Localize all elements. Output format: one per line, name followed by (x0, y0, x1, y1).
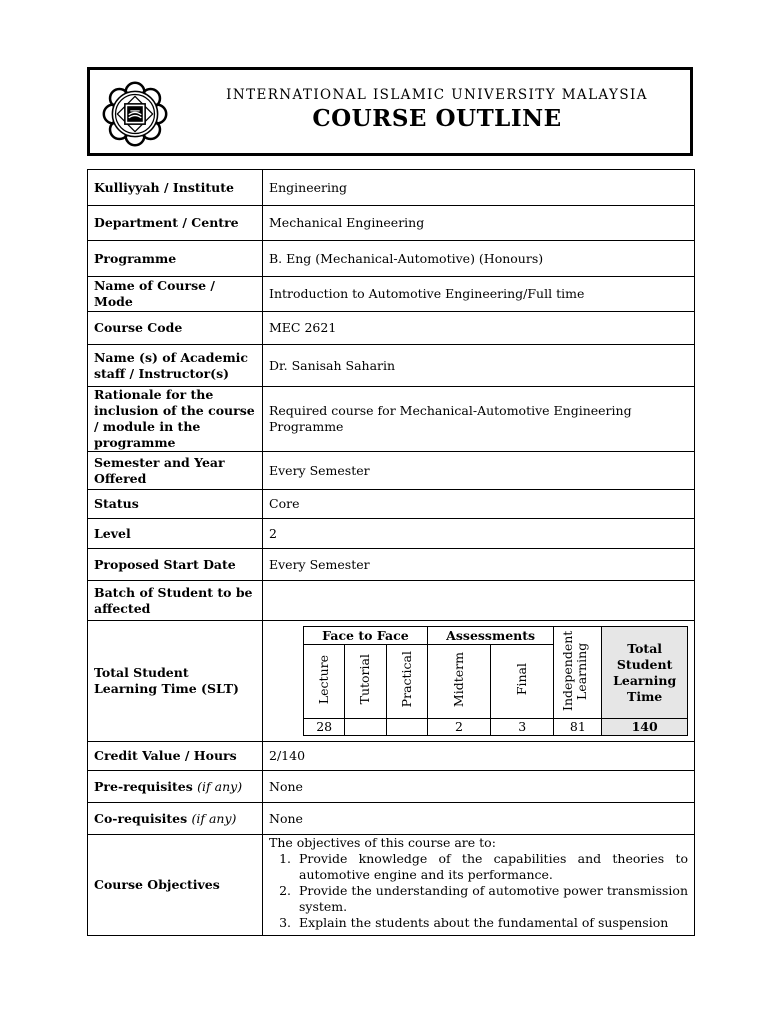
prereq-value: None (263, 771, 695, 803)
slt-label: Total Student Learning Time (SLT) (88, 621, 263, 742)
row-objectives (88, 835, 695, 936)
practical-value (386, 719, 427, 736)
batch-label: Batch of Student to be affected (88, 581, 263, 621)
row-prereq (88, 771, 695, 803)
objectives-cell (263, 835, 695, 936)
midterm-header: Midterm (450, 651, 466, 708)
semester-label: Semester and Year Offered (88, 452, 263, 490)
row-level (88, 519, 695, 549)
slt-table (303, 626, 688, 736)
university-name: INTERNATIONAL ISLAMIC UNIVERSITY MALAYSIA (226, 87, 648, 103)
row-status (88, 490, 695, 519)
tutorial-value (345, 719, 386, 736)
department-value: Mechanical Engineering (263, 206, 695, 241)
course-name-value: Introduction to Automotive Engineering/Full time (263, 277, 695, 312)
face-to-face-header: Face to Face (304, 627, 428, 645)
final-header: Final (514, 663, 530, 696)
final-value: 3 (491, 719, 554, 736)
coreq-value: None (263, 803, 695, 835)
independent-learning-header: Independent Learning (559, 630, 589, 711)
level-label: Level (88, 519, 263, 549)
rationale-value: Required course for Mechanical-Automotive Engineering Programme (263, 387, 695, 452)
coreq-label: Co-requisites (94, 810, 188, 826)
start-date-label: Proposed Start Date (88, 549, 263, 581)
instructor-value: Dr. Sanisah Saharin (263, 345, 695, 387)
assessments-header: Assessments (427, 627, 554, 645)
programme-label: Programme (88, 241, 263, 277)
lecture-value: 28 (304, 719, 345, 736)
credit-value: 2/140 (263, 742, 695, 771)
course-info-table (87, 169, 695, 936)
row-credit (88, 742, 695, 771)
objectives-intro: The objectives of this course are to: (269, 835, 496, 850)
tutorial-header: Tutorial (357, 654, 373, 705)
programme-value: B. Eng (Mechanical-Automotive) (Honours) (263, 241, 695, 277)
objective-item: 2. Provide the understanding of automotive power transmission system. (295, 883, 688, 915)
objective-item: 3. Explain the students about the fundamental of suspension (295, 915, 688, 931)
rationale-label: Rationale for the inclusion of the course / module in the programme (88, 387, 263, 452)
prereq-note: (if any) (197, 778, 243, 794)
row-instructor (88, 345, 695, 387)
course-code-label: Course Code (88, 312, 263, 345)
document-header (87, 67, 693, 156)
slt-cell (263, 621, 695, 742)
status-value: Core (263, 490, 695, 519)
kulliyyah-value: Engineering (263, 170, 695, 206)
objectives-list (269, 851, 688, 931)
row-slt (88, 621, 695, 742)
credit-label: Credit Value / Hours (88, 742, 263, 771)
row-rationale (88, 387, 695, 452)
row-programme (88, 241, 695, 277)
lecture-header: Lecture (316, 654, 332, 705)
level-value: 2 (263, 519, 695, 549)
kulliyyah-label: Kulliyyah / Institute (88, 170, 263, 206)
row-course-code (88, 312, 695, 345)
row-batch (88, 581, 695, 621)
row-kulliyyah (88, 170, 695, 206)
document-title: COURSE OUTLINE (312, 105, 562, 132)
batch-value (263, 581, 695, 621)
practical-header: Practical (398, 651, 414, 708)
department-label: Department / Centre (88, 206, 263, 241)
start-date-value: Every Semester (263, 549, 695, 581)
total-slt-header: Total Student Learning Time (602, 627, 688, 719)
midterm-value: 2 (427, 719, 490, 736)
row-department (88, 206, 695, 241)
row-course-name (88, 277, 695, 312)
total-slt-value: 140 (602, 719, 688, 736)
row-coreq (88, 803, 695, 835)
course-code-value: MEC 2621 (263, 312, 695, 345)
coreq-note: (if any) (191, 810, 237, 826)
semester-value: Every Semester (263, 452, 695, 490)
row-start-date (88, 549, 695, 581)
independent-value: 81 (554, 719, 602, 736)
course-name-label: Name of Course / Mode (88, 277, 263, 312)
objective-item: 1. Provide knowledge of the capabilities and theories to automotive engine and its performance. (295, 851, 688, 883)
status-label: Status (88, 490, 263, 519)
prereq-label: Pre-requisites (94, 778, 193, 794)
university-logo-icon (96, 75, 174, 153)
objectives-label: Course Objectives (88, 835, 263, 936)
instructor-label: Name (s) of Academic staff / Instructor(s) (88, 345, 263, 387)
row-semester (88, 452, 695, 490)
